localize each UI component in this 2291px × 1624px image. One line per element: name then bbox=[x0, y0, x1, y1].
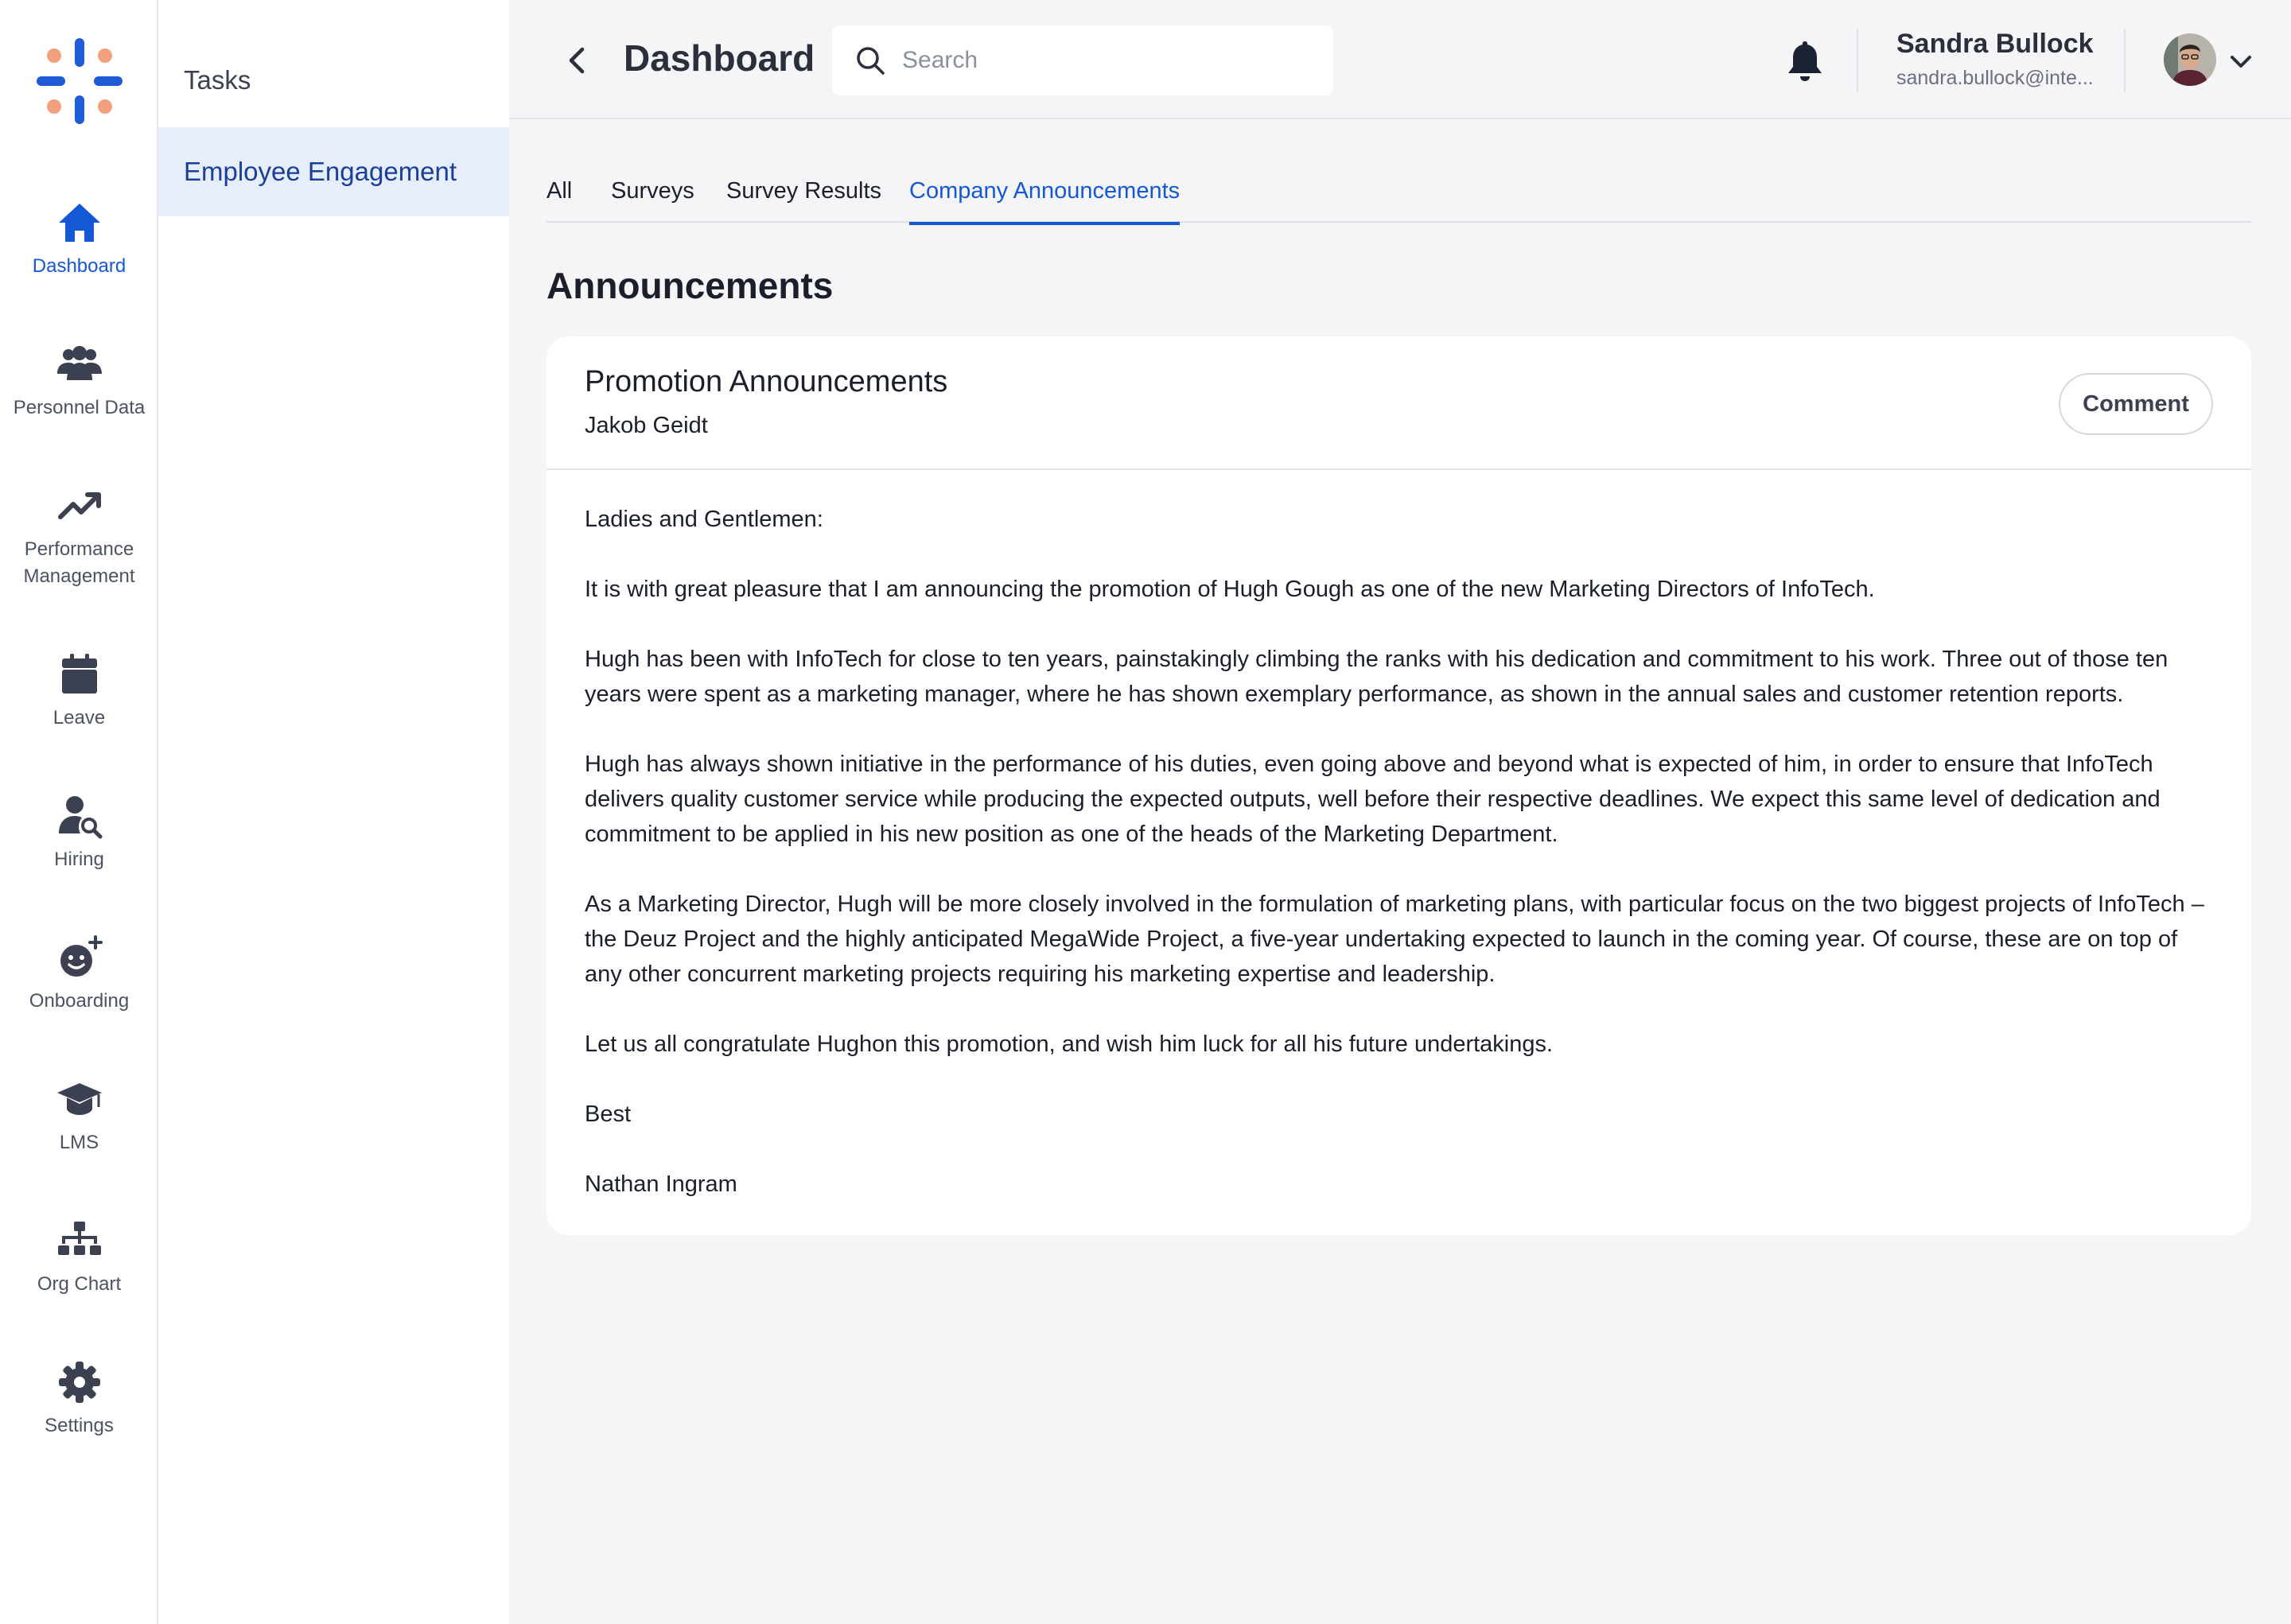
notification-bell-icon[interactable] bbox=[1785, 38, 1825, 83]
graduation-cap-icon bbox=[56, 1075, 103, 1123]
nav-label-settings: Settings bbox=[45, 1415, 114, 1436]
tab-surveys[interactable]: Surveys bbox=[611, 178, 694, 204]
header-divider bbox=[2124, 29, 2126, 92]
nav-label-hiring: Hiring bbox=[54, 849, 104, 870]
announcement-body bbox=[546, 470, 2251, 1202]
nav-label-performance-management: Performance Management bbox=[23, 538, 135, 587]
back-arrow-icon[interactable] bbox=[557, 40, 598, 81]
nav-label-onboarding: Onboarding bbox=[29, 990, 130, 1012]
announcement-card bbox=[546, 336, 2251, 1235]
nav-item-personnel-data[interactable] bbox=[0, 340, 158, 422]
announcement-paragraph: Hugh has been with InfoTech for close to ten years, painstakingly climbing the ranks with his dedication and commitment to his work. Three out of those ten years were spent as a marketing manager, where he has shown exemplary performance, as shown in the annual sales and customer retention reports. bbox=[585, 647, 2168, 707]
section-heading: Announcements bbox=[546, 265, 834, 306]
home-icon bbox=[56, 199, 103, 247]
card-header bbox=[546, 336, 2251, 470]
nav-item-settings[interactable] bbox=[0, 1358, 158, 1439]
main-nav-rail bbox=[0, 0, 158, 1624]
announcement-paragraph: Ladies and Gentlemen: bbox=[585, 507, 823, 532]
tab-bar bbox=[546, 167, 2251, 223]
nav-label-org-chart: Org Chart bbox=[37, 1273, 122, 1295]
nav-item-hiring[interactable] bbox=[0, 792, 158, 873]
subnav-item-employee-engagement[interactable]: Employee Engagement bbox=[158, 127, 509, 216]
nav-label-leave: Leave bbox=[53, 707, 106, 728]
tab-survey-results[interactable]: Survey Results bbox=[726, 178, 882, 204]
announcement-paragraph: Best bbox=[585, 1101, 632, 1127]
trend-up-icon bbox=[56, 482, 103, 530]
search-icon bbox=[854, 45, 886, 76]
announcement-paragraph: Hugh has always shown initiative in the performance of his duties, even going above and beyond what is expected of him, in order to ensure that InfoTech delivers quality customer service while producing the expected outputs, well before their respective deadlines. We expect this same level of dedication and commitment to be applied in his new position as one of the heads of the Marketing Department. bbox=[585, 752, 2161, 847]
announcement-title: Promotion Announcements bbox=[585, 365, 948, 398]
nav-label-dashboard: Dashboard bbox=[32, 255, 126, 277]
gear-icon bbox=[56, 1358, 103, 1406]
page-title: Dashboard bbox=[624, 37, 815, 79]
person-search-icon bbox=[56, 792, 103, 840]
nav-label-lms: LMS bbox=[59, 1132, 99, 1153]
search-input[interactable] bbox=[902, 47, 1316, 74]
chevron-down-icon[interactable] bbox=[2227, 48, 2254, 75]
org-chart-icon bbox=[56, 1217, 103, 1265]
secondary-sidebar bbox=[158, 0, 509, 1624]
user-email: sandra.bullock@inte... bbox=[1896, 67, 2094, 89]
people-icon bbox=[56, 340, 103, 388]
nav-item-onboarding[interactable] bbox=[0, 934, 158, 1015]
announcement-paragraph: As a Marketing Director, Hugh will be more closely involved in the formulation of marketing plans, with particular focus on the two biggest projects of InfoTech – the Deuz Project and the highly anticipated MegaWide Project, a five-year undertaking expected to launch in the coming year. Of course, these are on top of any other concurrent marketing projects requiring his marketing expertise and leadership. bbox=[585, 892, 2204, 987]
header-divider bbox=[1857, 29, 1858, 92]
subnav-title: Tasks bbox=[184, 65, 251, 95]
tab-company-announcements[interactable]: Company Announcements bbox=[909, 178, 1180, 225]
app-logo-icon[interactable] bbox=[35, 37, 124, 126]
announcement-author: Jakob Geidt bbox=[585, 413, 708, 438]
calendar-icon bbox=[56, 651, 103, 698]
nav-item-dashboard[interactable] bbox=[0, 199, 158, 280]
tab-all[interactable]: All bbox=[546, 178, 573, 204]
nav-item-leave[interactable] bbox=[0, 651, 158, 732]
nav-item-performance-management[interactable] bbox=[0, 482, 158, 590]
user-name: Sandra Bullock bbox=[1896, 29, 2094, 59]
nav-label-personnel-data: Personnel Data bbox=[13, 397, 146, 418]
nav-item-org-chart[interactable] bbox=[0, 1217, 158, 1298]
comment-button[interactable]: Comment bbox=[2059, 373, 2213, 435]
announcement-signature: Nathan Ingram bbox=[585, 1171, 737, 1197]
top-header bbox=[509, 0, 2291, 119]
announcement-paragraph: Let us all congratulate Hughon this promotion, and wish him luck for all his future undertakings. bbox=[585, 1032, 1554, 1057]
search-box[interactable] bbox=[832, 25, 1333, 95]
smiley-plus-icon bbox=[56, 934, 103, 981]
nav-item-lms[interactable] bbox=[0, 1075, 158, 1156]
avatar[interactable] bbox=[2164, 33, 2216, 86]
announcement-paragraph: It is with great pleasure that I am announcing the promotion of Hugh Gough as one of the new Marketing Directors of InfoTech. bbox=[585, 577, 1875, 602]
